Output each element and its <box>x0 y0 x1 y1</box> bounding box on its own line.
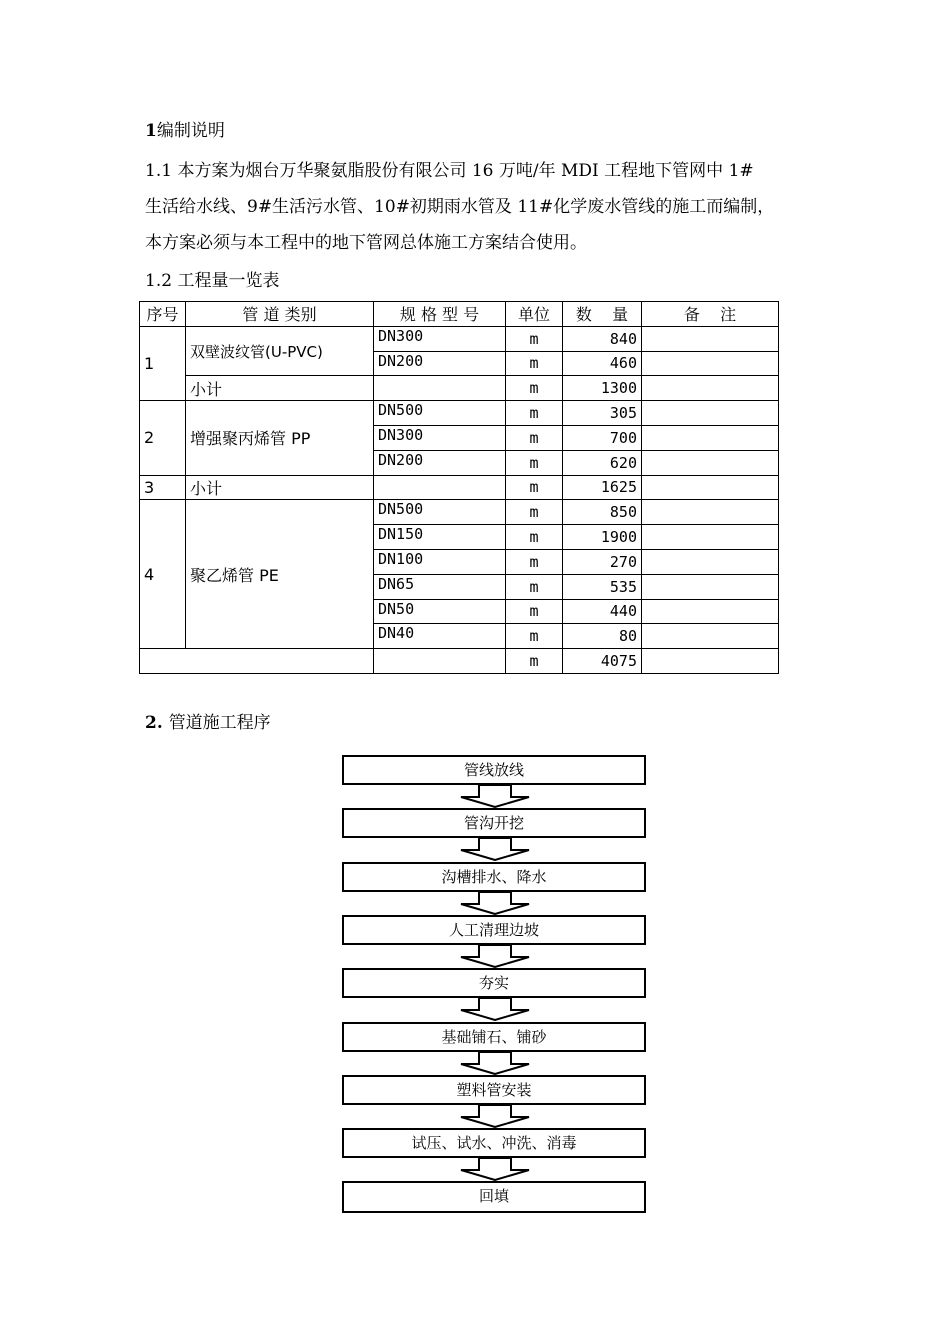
remark-cell <box>642 549 779 574</box>
table-row <box>140 500 779 525</box>
down-arrow-shape <box>461 945 529 967</box>
type-cell: 增强聚丙烯管 PP <box>186 401 374 475</box>
table-row <box>140 401 779 426</box>
spec-cell: DN200 <box>374 450 506 475</box>
flow-step-box: 回填 <box>342 1181 646 1213</box>
qty-cell: 80 <box>563 624 642 649</box>
spec-cell: DN40 <box>374 624 506 649</box>
spec-cell: DN50 <box>374 599 506 624</box>
unit-cell: m <box>506 624 563 649</box>
spec-cell: DN300 <box>374 425 506 450</box>
remark-cell <box>642 425 779 450</box>
down-arrow-icon <box>459 997 531 1021</box>
qty-cell: 840 <box>563 326 642 351</box>
header-type: 管 道 类别 <box>186 302 374 327</box>
section-2-dot: . <box>156 713 169 733</box>
remark-cell <box>642 624 779 649</box>
down-arrow-shape <box>461 892 529 914</box>
section-2-number: 2 <box>145 713 157 733</box>
remark-cell <box>642 525 779 550</box>
seq-cell: 4 <box>140 500 186 649</box>
table-header-row <box>140 302 779 327</box>
spec-cell <box>374 376 506 401</box>
unit-cell: m <box>506 500 563 525</box>
total-label-cell <box>140 649 374 674</box>
qty-cell: 1300 <box>563 376 642 401</box>
qty-cell: 4075 <box>563 649 642 674</box>
unit-cell: m <box>506 549 563 574</box>
unit-cell: m <box>506 450 563 475</box>
down-arrow-shape <box>461 1158 529 1180</box>
qty-cell: 1625 <box>563 475 642 500</box>
unit-cell: m <box>506 525 563 550</box>
unit-cell: m <box>506 599 563 624</box>
section-2-heading <box>145 712 271 734</box>
type-cell: 双壁波纹管(U-PVC) <box>186 326 374 376</box>
flow-step-box: 沟槽排水、降水 <box>342 862 646 892</box>
header-unit: 单位 <box>506 302 563 327</box>
unit-cell: m <box>506 649 563 674</box>
down-arrow-icon <box>459 1051 531 1075</box>
flow-step-box: 基础铺石、铺砂 <box>342 1022 646 1052</box>
unit-cell: m <box>506 475 563 500</box>
unit-cell: m <box>506 401 563 426</box>
spec-cell: DN150 <box>374 525 506 550</box>
section-2-title: 管道施工程序 <box>168 713 271 733</box>
spec-cell: DN100 <box>374 549 506 574</box>
down-arrow-icon <box>459 837 531 861</box>
table-title: 1.2 工程量一览表 <box>145 271 280 291</box>
remark-cell <box>642 450 779 475</box>
remark-cell <box>642 599 779 624</box>
table-row <box>140 376 779 401</box>
subtotal-label-cell: 小计 <box>186 376 374 401</box>
flow-step-box: 试压、试水、冲洗、消毒 <box>342 1128 646 1158</box>
remark-cell <box>642 376 779 401</box>
qty-cell: 535 <box>563 574 642 599</box>
qty-cell: 620 <box>563 450 642 475</box>
subtotal-label-cell: 小计 <box>186 475 374 500</box>
remark-cell <box>642 351 779 376</box>
spec-cell: DN500 <box>374 500 506 525</box>
qty-cell: 850 <box>563 500 642 525</box>
qty-cell: 305 <box>563 401 642 426</box>
unit-cell: m <box>506 425 563 450</box>
flow-step-box: 管沟开挖 <box>342 808 646 838</box>
remark-cell <box>642 500 779 525</box>
header-seq: 序号 <box>140 302 186 327</box>
qty-cell: 270 <box>563 549 642 574</box>
header-qty: 数 量 <box>563 302 642 327</box>
table-row <box>140 475 779 500</box>
quantity-table <box>139 301 779 674</box>
down-arrow-shape <box>461 1052 529 1074</box>
paragraph-line-2: 生活给水线、9#生活污水管、10#初期雨水管及 11#化学废水管线的施工而编制， <box>145 197 775 217</box>
flow-step-box: 管线放线 <box>342 755 646 785</box>
type-cell: 聚乙烯管 PE <box>186 500 374 649</box>
down-arrow-icon <box>459 1157 531 1181</box>
unit-cell: m <box>506 326 563 351</box>
flow-step-box: 塑料管安装 <box>342 1075 646 1105</box>
unit-cell: m <box>506 574 563 599</box>
qty-cell: 440 <box>563 599 642 624</box>
qty-cell: 1900 <box>563 525 642 550</box>
spec-cell: DN500 <box>374 401 506 426</box>
remark-cell <box>642 574 779 599</box>
spec-cell <box>374 649 506 674</box>
remark-cell <box>642 326 779 351</box>
spec-cell: DN300 <box>374 326 506 351</box>
spec-cell: DN200 <box>374 351 506 376</box>
remark-cell <box>642 649 779 674</box>
spec-cell: DN65 <box>374 574 506 599</box>
section-1-title: 编制说明 <box>156 121 225 141</box>
remark-cell <box>642 475 779 500</box>
down-arrow-icon <box>459 784 531 808</box>
down-arrow-shape <box>461 838 529 860</box>
paragraph-line-1: 1.1 本方案为烟台万华聚氨脂股份有限公司 16 万吨/年 MDI 工程地下管网中 1# <box>145 161 754 181</box>
down-arrow-icon <box>459 944 531 968</box>
seq-cell: 3 <box>140 475 186 500</box>
spec-cell <box>374 475 506 500</box>
table-row <box>140 326 779 351</box>
unit-cell: m <box>506 351 563 376</box>
unit-cell: m <box>506 376 563 401</box>
down-arrow-shape <box>461 785 529 807</box>
down-arrow-shape <box>461 1105 529 1127</box>
header-remark: 备 注 <box>642 302 779 327</box>
table-total-row <box>140 649 779 674</box>
seq-cell: 2 <box>140 401 186 475</box>
down-arrow-shape <box>461 998 529 1020</box>
section-1-heading <box>145 120 225 142</box>
header-spec: 规 格 型 号 <box>374 302 506 327</box>
flow-step-box: 人工清理边坡 <box>342 915 646 945</box>
qty-cell: 700 <box>563 425 642 450</box>
qty-cell: 460 <box>563 351 642 376</box>
flow-step-box: 夯实 <box>342 968 646 998</box>
seq-cell: 1 <box>140 326 186 400</box>
section-1-number: 1 <box>145 121 157 141</box>
remark-cell <box>642 401 779 426</box>
down-arrow-icon <box>459 891 531 915</box>
paragraph-line-3: 本方案必须与本工程中的地下管网总体施工方案结合使用。 <box>145 233 587 253</box>
down-arrow-icon <box>459 1104 531 1128</box>
